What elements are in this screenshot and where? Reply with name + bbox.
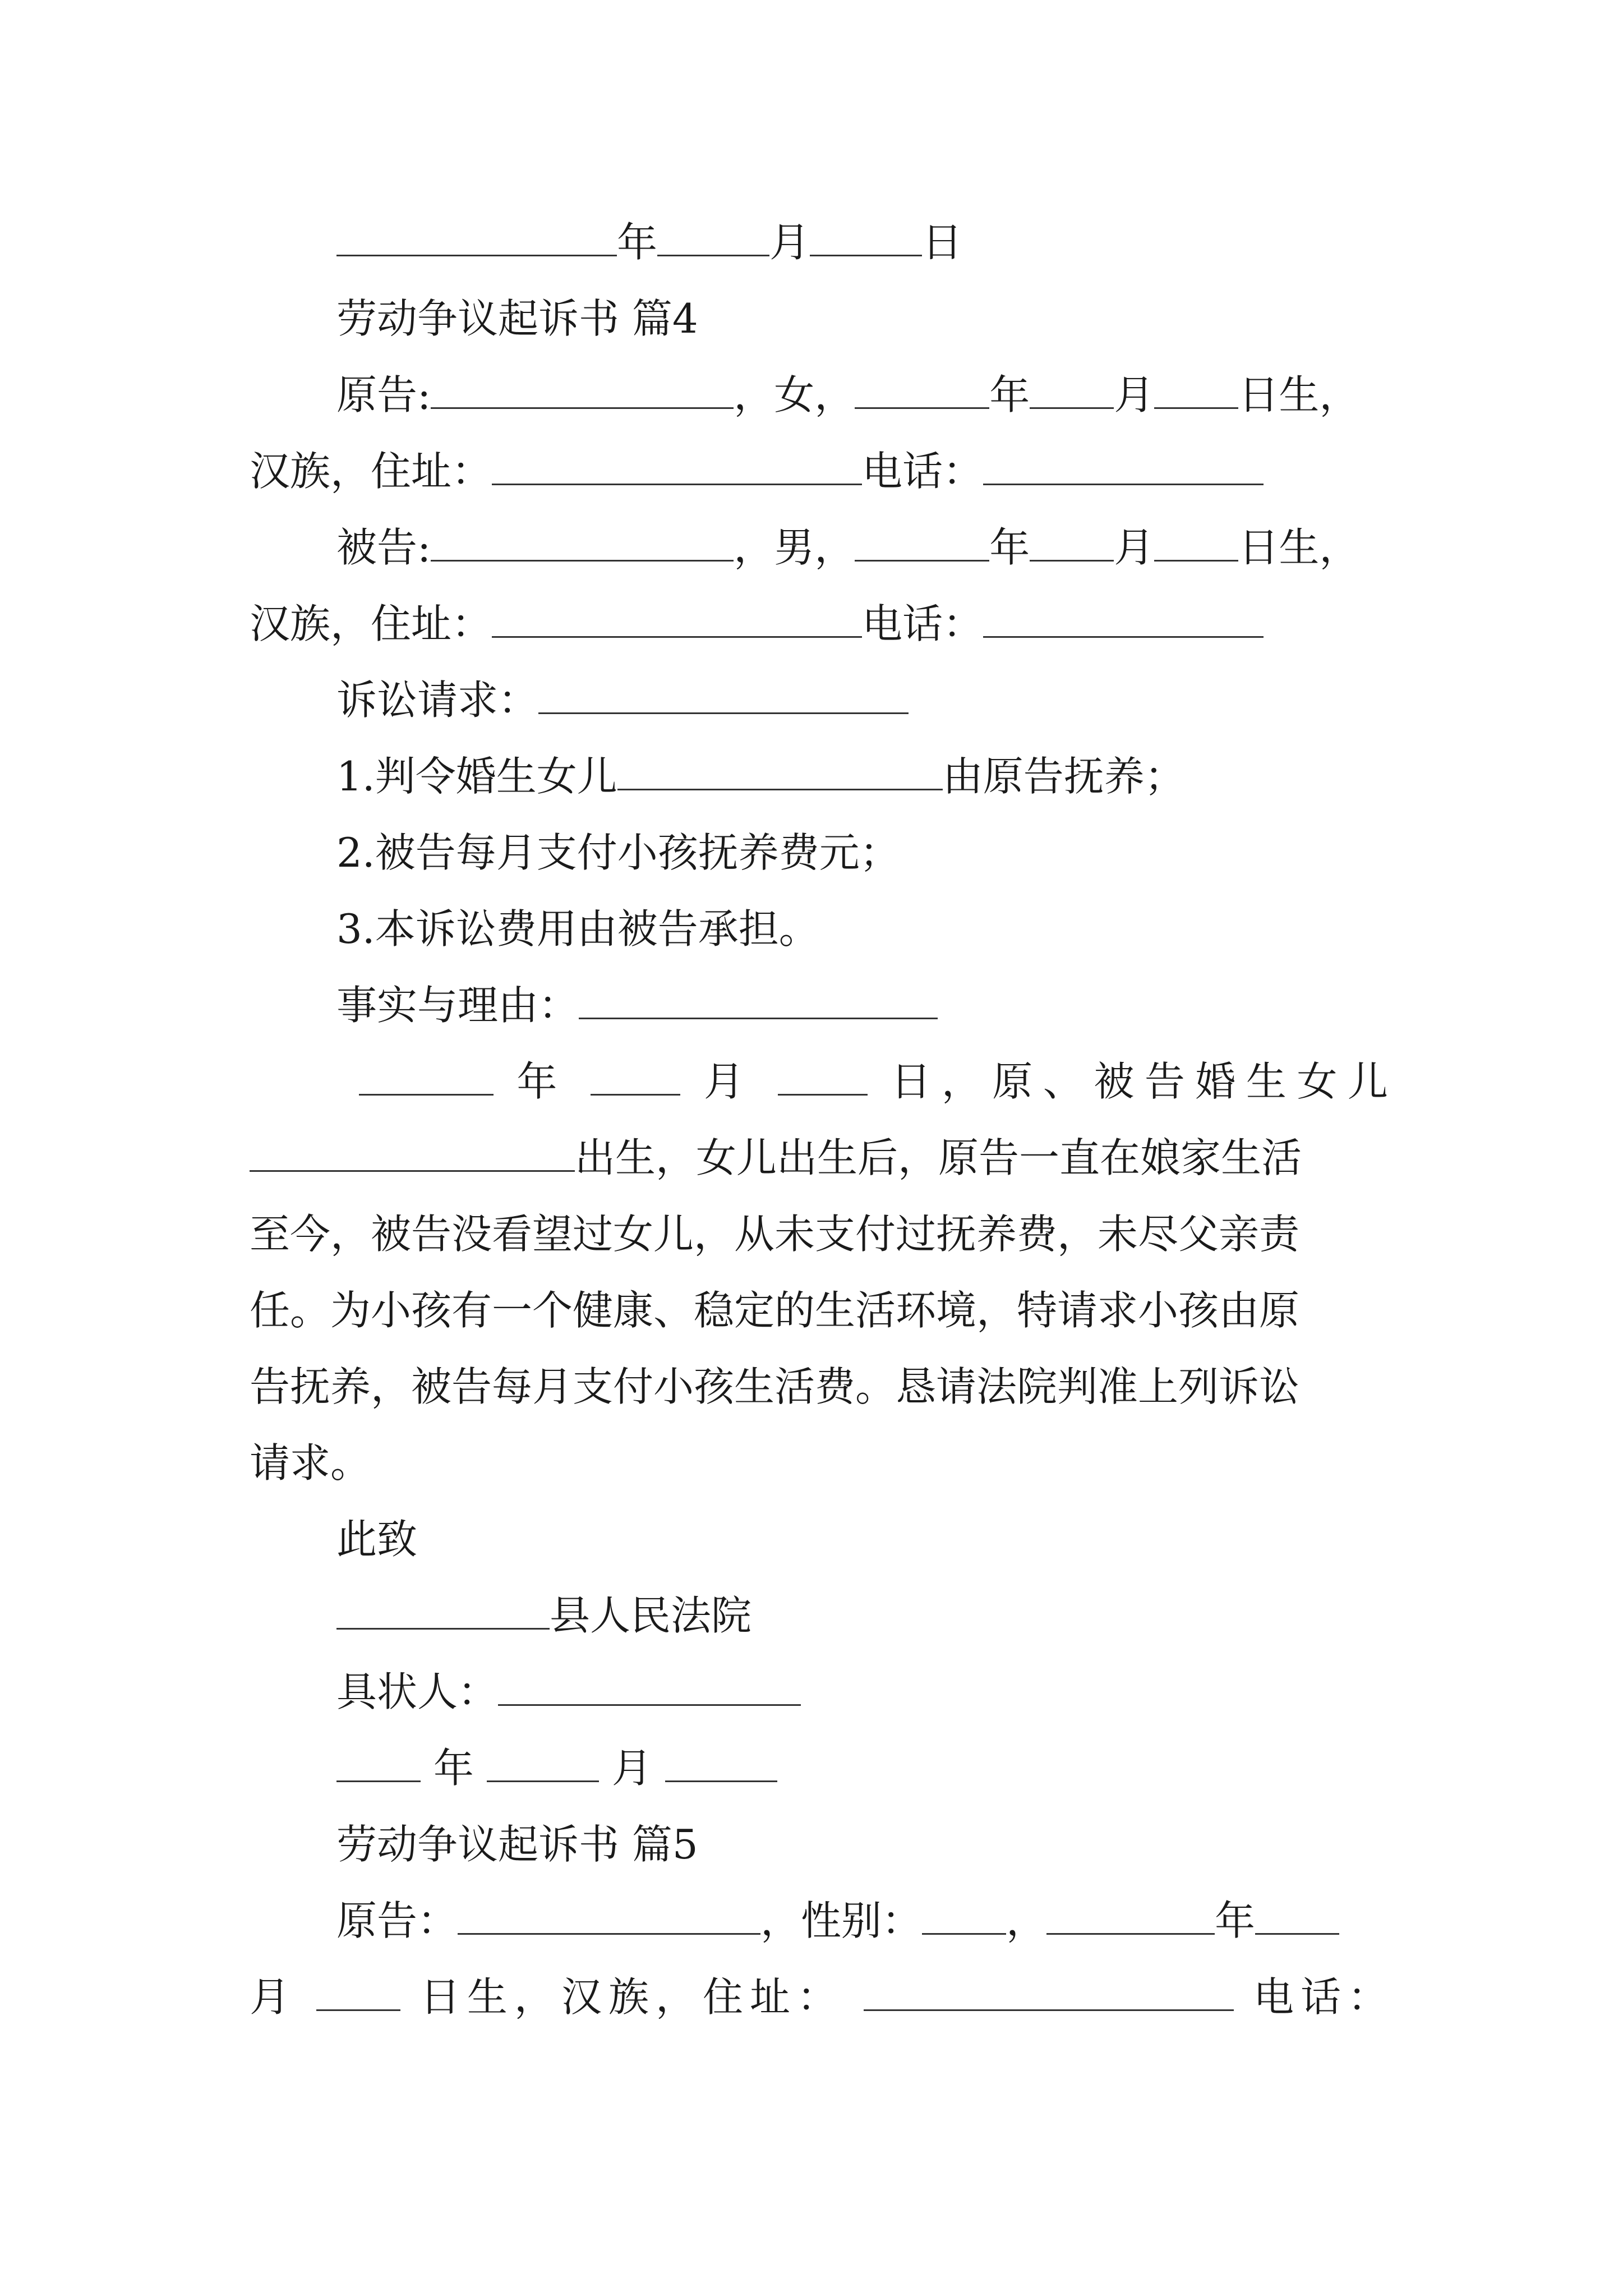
blank-field bbox=[778, 1049, 868, 1096]
blank-field bbox=[579, 973, 938, 1019]
blank-field bbox=[617, 744, 943, 790]
blank-field bbox=[538, 668, 909, 714]
defendant-line: 被告: ，男， 年 月 日生， bbox=[336, 509, 1388, 586]
court-line: 县人民法院 bbox=[336, 1577, 1475, 1654]
plaintiff-address-line: 月 日生，汉族，住址： 电话： bbox=[250, 1959, 1388, 2035]
facts-paragraph-line: 年 月 日，原、被告婚生女儿 bbox=[359, 1043, 1388, 1120]
facts-paragraph-line: 任。为小孩有一个健康、稳定的生活环境，特请求小孩由原 bbox=[250, 1287, 1300, 1334]
blank-field bbox=[864, 1964, 1234, 2011]
plaintiff-line: 原告： ，性别： ， 年 bbox=[336, 1883, 1388, 1959]
blank-field bbox=[657, 210, 769, 256]
plaintiff-line: 原告: ，女， 年 月 日生， bbox=[336, 357, 1388, 433]
blank-field bbox=[316, 1964, 400, 2011]
blank-field bbox=[1046, 1888, 1215, 1935]
plaintiff-address-line: 汉族，住址： 电话： bbox=[250, 433, 1388, 509]
blank-field bbox=[1255, 1888, 1339, 1935]
claim-item-2: 2.被告每月支付小孩抚养费元； bbox=[336, 829, 900, 876]
blank-field bbox=[250, 1125, 575, 1172]
blank-field bbox=[336, 210, 617, 256]
facts-paragraph-line: 出生，女儿出生后，原告一直在娘家生活 bbox=[250, 1120, 1388, 1196]
blank-field bbox=[855, 515, 989, 562]
blank-field bbox=[1030, 362, 1114, 409]
signature-date-line: 年 月 bbox=[336, 1730, 1475, 1806]
date-line: 年 月 日 bbox=[336, 204, 1475, 280]
blank-field bbox=[431, 362, 734, 409]
blank-field bbox=[665, 1736, 777, 1782]
defendant-address-line: 汉族，住址： 电话： bbox=[250, 586, 1388, 662]
claim-item-1: 1.判令婚生女儿 由原告抚养； bbox=[336, 738, 1475, 815]
blank-field bbox=[487, 1736, 599, 1782]
signer-line: 具状人： bbox=[336, 1654, 1475, 1730]
facts-paragraph-line: 请求。 bbox=[250, 1439, 371, 1487]
blank-field bbox=[498, 1659, 801, 1706]
blank-field bbox=[492, 591, 862, 638]
blank-field bbox=[1154, 515, 1238, 562]
salutation: 此致 bbox=[336, 1516, 418, 1563]
blank-field bbox=[336, 1736, 421, 1782]
blank-field bbox=[359, 1049, 494, 1096]
blank-field bbox=[1030, 515, 1114, 562]
facts-heading: 事实与理由： bbox=[336, 967, 1475, 1043]
blank-field bbox=[431, 515, 734, 562]
blank-field bbox=[983, 439, 1264, 485]
blank-field bbox=[810, 210, 922, 256]
section-title: 劳动争议起诉书 篇4 bbox=[336, 295, 698, 342]
facts-paragraph-line: 至今，被告没看望过女儿，从未支付过抚养费，未尽父亲责 bbox=[250, 1211, 1300, 1258]
blank-field bbox=[855, 362, 989, 409]
claims-heading: 诉讼请求： bbox=[336, 662, 1475, 738]
claim-item-3: 3.本诉讼费用由被告承担。 bbox=[336, 905, 819, 953]
blank-field bbox=[922, 1888, 1006, 1935]
section-title: 劳动争议起诉书 篇5 bbox=[336, 1821, 698, 1868]
blank-field bbox=[458, 1888, 760, 1935]
facts-paragraph-line: 告抚养，被告每月支付小孩生活费。恳请法院判准上列诉讼 bbox=[250, 1363, 1300, 1410]
blank-field bbox=[591, 1049, 680, 1096]
blank-field bbox=[336, 1583, 550, 1630]
blank-field bbox=[983, 591, 1264, 638]
blank-field bbox=[1154, 362, 1238, 409]
blank-field bbox=[492, 439, 862, 485]
